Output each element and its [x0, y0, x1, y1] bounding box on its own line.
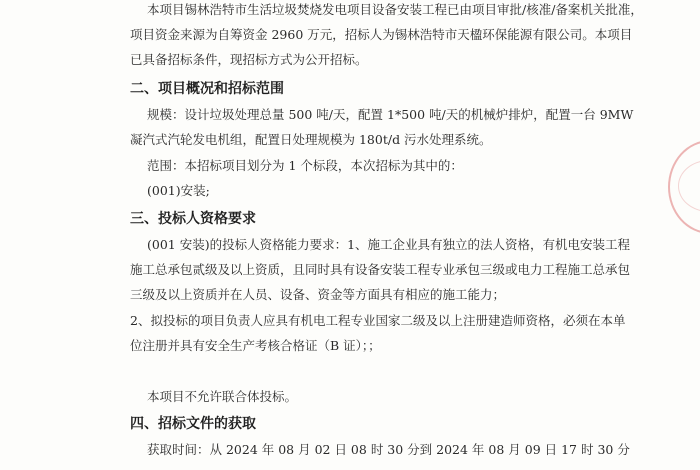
scale-line-2: 凝汽式汽轮发电机组，配置日处理规模为 180t/d 污水处理系统。 — [130, 132, 492, 147]
intro-line-3: 已具备招标条件，现招标方式为公开招标。 — [130, 52, 368, 67]
requirement-line-4: 2、拟投标的项目负责人应具有机电工程专业国家二级及以上注册建造师资格，必须在本单 — [130, 313, 626, 328]
requirement-line-3: 三级及以上资质并在人员、设备、资金等方面具有相应的施工能力； — [130, 287, 506, 302]
requirement-line-1: (001 安装)的投标人资格能力要求：1、施工企业具有独立的法人资格，有机电安装工程 — [147, 237, 631, 252]
section-4-heading: 四、招标文件的获取 — [130, 416, 256, 432]
intro-line-1: 本项目锡林浩特市生活垃圾焚烧发电项目设备安装工程已由项目审批/核准/备案机关批准， — [147, 2, 643, 17]
intro-line-2: 项目资金来源为自筹资金 2960 万元，招标人为锡林浩特市天楹环保能源有限公司。本项目 — [130, 27, 633, 42]
consortium-line: 本项目不允许联合体投标。 — [147, 389, 298, 404]
section-2-heading: 二、项目概况和招标范围 — [130, 81, 284, 97]
requirement-line-5: 位注册并具有安全生产考核合格证（B 证）；； — [130, 338, 381, 353]
scope-line: 范围：本招标项目划分为 1 个标段，本次招标为其中的： — [147, 158, 463, 173]
lot-line: (001)安装; — [147, 183, 210, 198]
requirement-line-2: 施工总承包贰级及以上资质，且同时具有设备安装工程专业承包三级或电力工程施工总承包 — [130, 262, 631, 277]
section-3-heading: 三、投标人资格要求 — [130, 211, 256, 227]
acquisition-time-line: 获取时间：从 2024 年 08 月 02 日 08 时 30 分到 2024 年 08 月 09 日 17 时 30 分 — [147, 442, 630, 457]
scale-line-1: 规模：设计垃圾处理总量 500 吨/天，配置 1*500 吨/天的机械炉排炉，配置一台 9MW — [147, 107, 634, 122]
